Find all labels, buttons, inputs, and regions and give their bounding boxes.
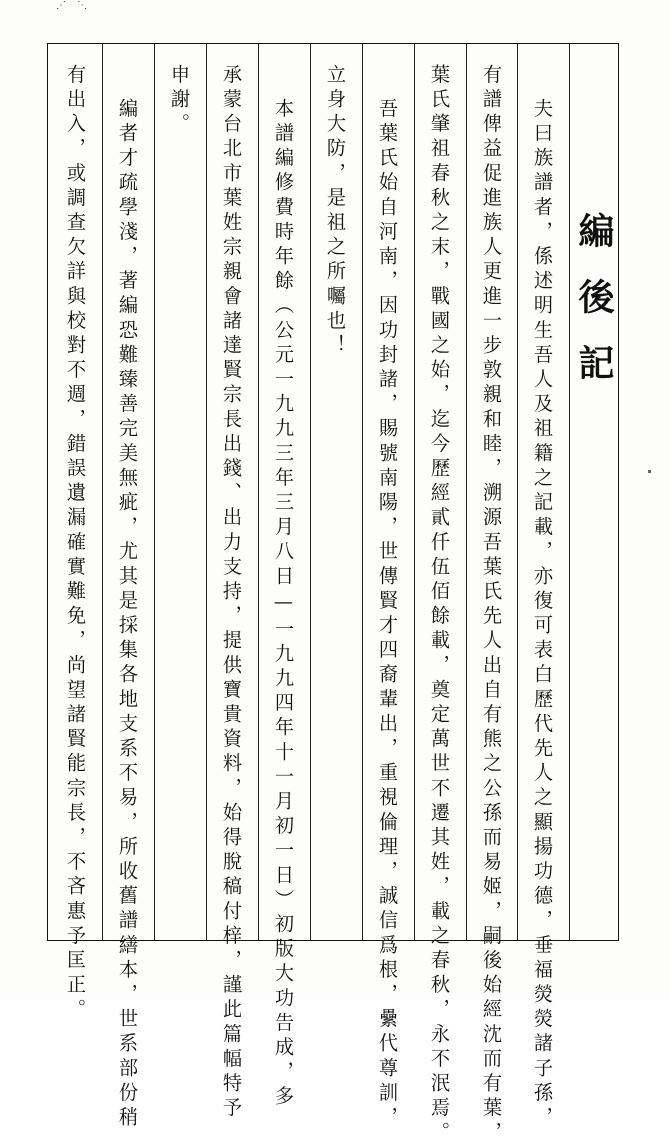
text-column-2 — [466, 44, 516, 1146]
column-text-7: 承蒙台北市葉姓宗親會諸達賢宗長出錢、出力支持，提供寶貴資料，始得脫稿付梓，謹此篇幅特予 — [220, 64, 243, 1122]
text-column-5 — [310, 44, 360, 940]
column-text-1: 夫曰族譜者，係述明生吾人及祖籍之記載，亦復可表白歷代先人之顯揚功德，垂福熒熒諸子孫， — [531, 98, 554, 1132]
scan-mark: ⋰ ⋱ — [56, 0, 92, 11]
column-text-6: 本譜編修費時年餘（公元一九九三年三月八日—一九九四年十一月初一日）初版大功告成，多 — [272, 98, 295, 1111]
column-text-2: 有譜俾益促進族人更進一步敦親和睦，溯源吾葉氏先人出自有熊之公孫而易姬，嗣後始經沈而有葉， — [480, 64, 503, 1146]
column-text-8: 申謝。 — [168, 64, 191, 138]
text-column-1 — [517, 44, 567, 1132]
scan-speck — [648, 470, 651, 473]
text-column-7 — [206, 44, 256, 1122]
text-column-6 — [258, 44, 308, 1111]
text-column-8 — [154, 44, 204, 940]
text-column-3 — [414, 44, 464, 1146]
title-column — [569, 44, 619, 940]
text-column-9 — [102, 44, 152, 1132]
column-text-3: 葉氏肇祖春秋之末，戰國之始，迄今歷經貳仟伍佰餘載，奠定萬世不遷其姓，載之春秋，永不泯焉。 — [428, 64, 451, 1146]
page-title: 編後記 — [573, 212, 615, 410]
text-column-10 — [50, 44, 100, 1024]
column-text-10: 有出入，或調查欠詳與校對不週，錯誤遺漏確實難免，尚望諸賢能宗長，不吝惠予匡正。 — [64, 64, 87, 1024]
text-frame — [47, 43, 619, 1146]
text-column-4 — [362, 44, 412, 1132]
column-text-9: 編者才疏學淺，著編恐難臻善完美無疵，尤其是採集各地支系不易，所收舊譜繕本，世系部份稍 — [116, 98, 139, 1132]
column-text-5: 立身大防，是祖之所囑也！ — [324, 64, 347, 360]
column-text-4: 吾葉氏始自河南，因功封諸，賜號南陽，世傳賢才四裔輩出，重視倫理，誠信爲根，纍代尊訓， — [376, 98, 399, 1132]
